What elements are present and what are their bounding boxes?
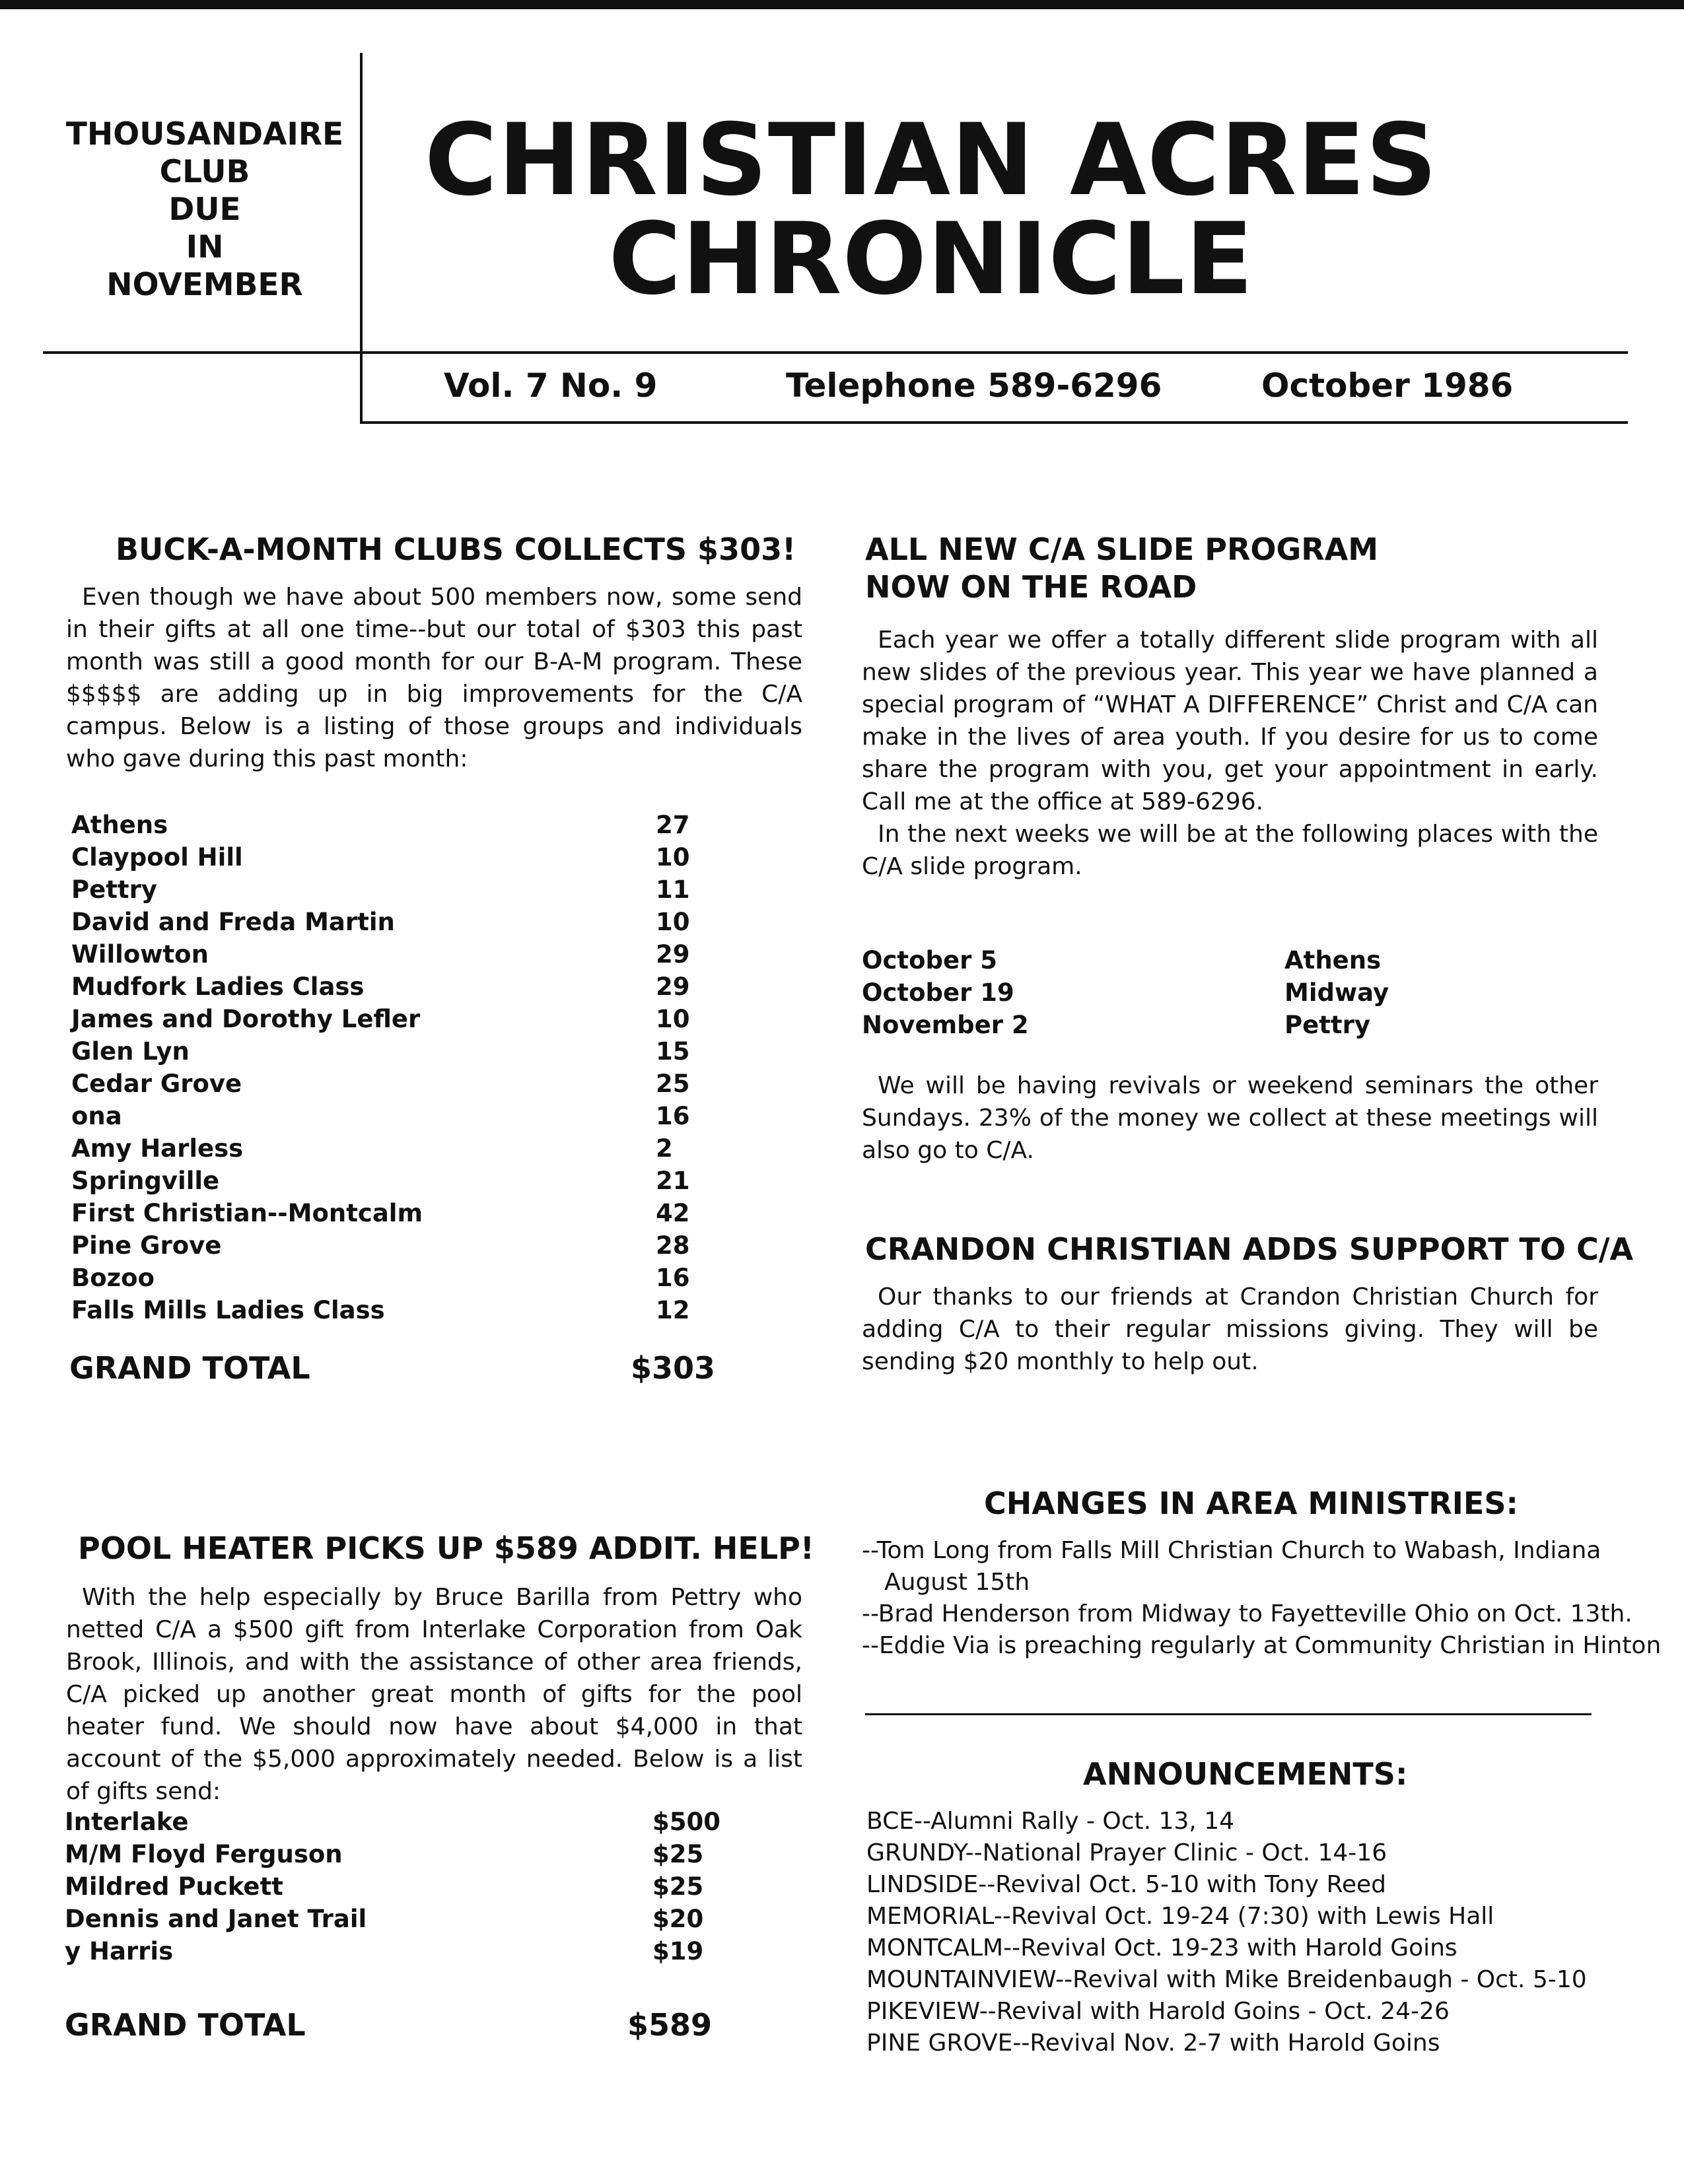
schedule-date: October 19 [862,978,1014,1007]
donor-name: Pettry [71,875,157,904]
list-item [71,841,732,873]
list-item [65,1838,791,1870]
crandon-paragraph: Our thanks to our friends at Crandon Christian Church for adding C/A to their regular missions giving. They will be sending $20 monthly to help out. [862,1283,1598,1375]
list-item: PINE GROVE--Revival Nov. 2-7 with Harold Goins [866,2030,1440,2057]
donor-amount: 12 [656,1296,690,1324]
donor-name: Cedar Grove [71,1070,242,1098]
list-item [71,906,732,938]
donor-amount: 16 [656,1102,690,1130]
list-item [71,809,732,841]
list-item: --Tom Long from Falls Mill Christian Church to Wabash, Indiana [862,1537,1601,1564]
pool-donor-list [65,1806,791,1967]
donor-name: y Harris [65,1937,174,1965]
page-top-edge [0,0,1684,9]
list-item: PIKEVIEW--Revival with Harold Goins - Oct. 24-26 [866,1998,1450,2025]
notice-line: CLUB [159,154,250,190]
donor-name: First Christian--Montcalm [71,1199,423,1227]
donor-amount: $25 [652,1840,704,1868]
list-item [71,1003,732,1035]
total-amount: $303 [631,1350,716,1386]
slide-paragraph: Each year we offer a totally different slide program with all new slides of the previous year. This year we have planned a special program of “WHAT A DIFFERENCE” Christ and C/A can make in the lives of area youth. If you desire for us to come share the program with you, get your appointment in early. Call me at the office at 589-6296. [862,627,1598,815]
list-item [65,1935,791,1967]
schedule-place: Athens [1284,946,1382,974]
donor-name: Glen Lyn [71,1037,190,1066]
notice-line: NOVEMBER [106,267,303,303]
announcements-list [866,1806,1613,2059]
thousandaire-notice [59,116,350,304]
donor-amount: 11 [656,875,690,904]
donor-amount: $20 [652,1905,704,1933]
ministries-heading: CHANGES IN AREA MINISTRIES: [984,1485,1518,1521]
masthead-rule-upper [43,351,1628,354]
donor-name: Amy Harless [71,1134,244,1163]
total-label: GRAND TOTAL [65,2007,306,2043]
donor-name: Mudfork Ladies Class [71,973,365,1001]
donor-name: Interlake [65,1808,189,1836]
donor-amount: 29 [656,940,690,969]
donor-amount: 16 [656,1264,690,1292]
donor-amount: 25 [656,1070,690,1098]
donor-amount: 10 [656,1005,690,1033]
donor-amount: $25 [652,1872,704,1901]
list-item [862,976,1522,1009]
donor-amount: 27 [656,811,690,839]
donor-amount: 15 [656,1037,690,1066]
donor-name: Claypool Hill [71,843,243,871]
bam-grand-total [69,1350,796,1386]
slide-footer-paragraph: We will be having revivals or weekend seminars the other Sundays. 23% of the money we collect at these meetings will also go to C/A. [862,1072,1598,1164]
list-item: MONTCALM--Revival Oct. 19-23 with Harold Goins [866,1934,1457,1962]
list-item: MOUNTAINVIEW--Revival with Mike Breidenbaugh - Oct. 5-10 [866,1966,1587,1993]
list-item [862,944,1522,976]
donor-amount: 21 [656,1167,690,1195]
list-item [862,1009,1522,1041]
slide-body [862,624,1598,883]
ministries-list [862,1535,1662,1662]
pool-grand-total [65,2007,791,2043]
list-item: LINDSIDE--Revival Oct. 5-10 with Tony Reed [866,1871,1387,1898]
masthead-rule-lower [360,421,1628,424]
slide-heading-line2: NOW ON THE ROAD [865,569,1197,605]
donor-name: Falls Mills Ladies Class [71,1296,385,1324]
list-item [65,1870,791,1903]
bam-paragraph: Even though we have about 500 members now, some send in their gifts at all one time--but our total of $303 this past month was still a good month for our B-A-M program. These $$$$$ are adding up in big improvements for the C/A campus. Below is a listing of those groups and individuals who gave during this past month: [66,584,802,772]
donor-amount: 10 [656,908,690,936]
volume-number: Vol. 7 No. 9 [444,366,658,405]
list-item [71,1100,732,1132]
notice-line: IN [186,229,224,265]
list-item: BCE--Alumni Rally - Oct. 13, 14 [866,1808,1235,1835]
donor-amount: 42 [656,1199,690,1227]
pool-body [66,1581,802,1808]
donor-name: Athens [71,811,168,839]
telephone: Telephone 589-6296 [786,366,1162,405]
slide-paragraph: In the next weeks we will be at the following places with the C/A slide program. [862,821,1598,880]
list-item [71,938,732,971]
list-item [71,873,732,906]
bam-donor-list [71,809,732,1326]
donor-name: James and Dorothy Lefler [71,1005,421,1033]
pool-heading: POOL HEATER PICKS UP $589 ADDIT. HELP! [78,1530,814,1566]
newsletter-title [370,103,1492,317]
donor-amount: $500 [652,1808,720,1836]
pool-paragraph: With the help especially by Bruce Barilla from Pettry who netted C/A a $500 gift from Interlake Corporation from Oak Brook, Illinois, and with the assistance of other area friends, C/A picked up another great month of gifts for the pool heater fund. We should now have about $4,000 in that account of the $5,000 approximately needed. Below is a list of gifts send: [66,1584,802,1805]
list-item [71,1035,732,1068]
schedule-place: Midway [1284,978,1389,1007]
donor-name: Willowton [71,940,209,969]
donor-name: Mildred Puckett [65,1872,283,1901]
issue-date: October 1986 [1261,366,1514,405]
donor-name: David and Freda Martin [71,908,395,936]
section-divider [865,1713,1592,1715]
schedule-place: Pettry [1284,1011,1370,1039]
total-label: GRAND TOTAL [69,1350,310,1386]
list-item: --Brad Henderson from Midway to Fayetteville Ohio on Oct. 13th. [862,1600,1632,1627]
crandon-body [862,1281,1598,1378]
donor-amount: $19 [652,1937,704,1965]
title-line: CHRONICLE [608,202,1254,317]
list-item [71,1229,732,1262]
schedule-date: October 5 [862,946,997,974]
slide-footer [862,1070,1598,1167]
schedule-date: November 2 [862,1011,1029,1039]
total-amount: $589 [627,2007,713,2043]
donor-name: Springville [71,1167,220,1195]
donor-name: Dennis and Janet Trail [65,1905,367,1933]
list-item: --Eddie Via is preaching regularly at Community Christian in Hinton [862,1632,1662,1659]
bam-heading: BUCK-A-MONTH CLUBS COLLECTS $303! [116,531,796,567]
slide-heading-line1: ALL NEW C/A SLIDE PROGRAM [865,531,1379,567]
slide-schedule [862,944,1522,1041]
donor-name: M/M Floyd Ferguson [65,1840,343,1868]
list-item [71,1132,732,1165]
donor-name: Pine Grove [71,1231,222,1260]
list-item [71,1262,732,1294]
list-item [71,1294,732,1326]
donor-name: ona [71,1102,122,1130]
masthead-vertical-rule [360,53,363,423]
list-item: August 15th [884,1569,1030,1596]
list-item: MEMORIAL--Revival Oct. 19-24 (7:30) with Lewis Hall [866,1903,1494,1930]
notice-line: DUE [168,191,241,228]
list-item [71,1165,732,1197]
donor-name: Bozoo [71,1264,155,1292]
bam-body [66,581,802,775]
donor-amount: 28 [656,1231,690,1260]
list-item [71,1197,732,1229]
title-line: CHRISTIAN ACRES [424,103,1438,218]
list-item [65,1806,791,1838]
donor-amount: 29 [656,973,690,1001]
crandon-heading: CRANDON CHRISTIAN ADDS SUPPORT TO C/A [865,1231,1634,1267]
list-item [71,1068,732,1100]
donor-amount: 2 [656,1134,673,1163]
donor-amount: 10 [656,843,690,871]
notice-line: THOUSANDAIRE [65,116,344,153]
announcements-heading: ANNOUNCEMENTS: [1083,1756,1408,1792]
list-item [65,1903,791,1935]
list-item [71,971,732,1003]
list-item: GRUNDY--National Prayer Clinic - Oct. 14-16 [866,1839,1387,1866]
